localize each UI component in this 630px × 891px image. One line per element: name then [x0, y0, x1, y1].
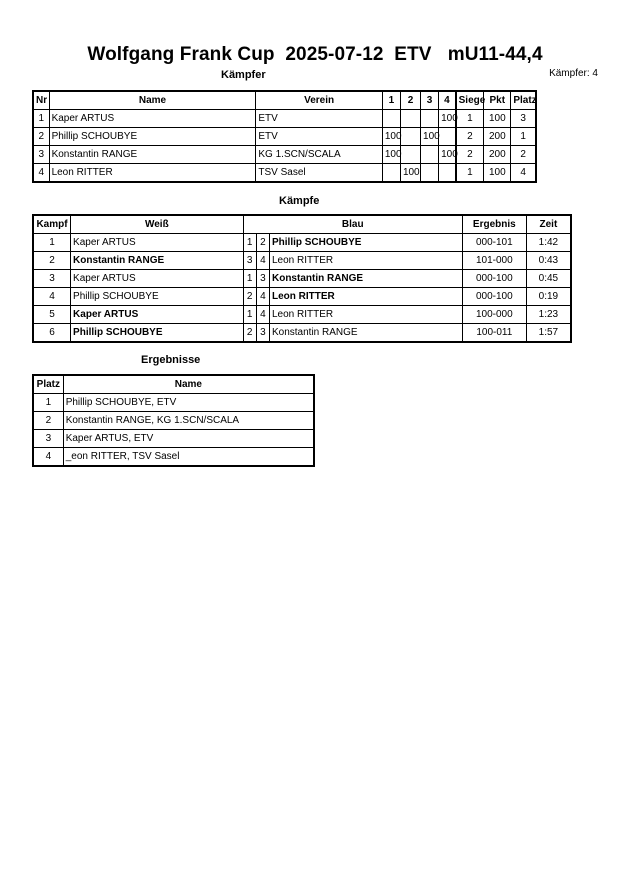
- col-result: Ergebnis: [462, 215, 526, 234]
- blue-nr: 4: [256, 288, 269, 306]
- col-fight: Kampf: [33, 215, 71, 234]
- col-place: Platz: [33, 375, 63, 394]
- col-club: Verein: [256, 91, 383, 110]
- result-name: Phillip SCHOUBYE, ETV: [63, 394, 314, 412]
- blue-fighter: Phillip SCHOUBYE: [269, 234, 462, 252]
- blue-nr: 2: [256, 234, 269, 252]
- col-round-3: 3: [421, 91, 439, 110]
- blue-fighter: Konstantin RANGE: [269, 324, 462, 343]
- table-row: [33, 448, 314, 467]
- col-place: Platz: [511, 91, 536, 110]
- col-round-4: 4: [439, 91, 456, 110]
- fight-result: 000-100: [462, 270, 526, 288]
- results-heading: Ergebnisse: [141, 354, 201, 366]
- white-nr: 1: [243, 306, 256, 324]
- table-row: [33, 128, 536, 146]
- white-fighter: Phillip SCHOUBYE: [71, 288, 244, 306]
- score-4: 100: [439, 146, 456, 164]
- fighter-nr: 1: [33, 110, 49, 128]
- fighter-name: Leon RITTER: [49, 164, 256, 183]
- score-3: [421, 110, 439, 128]
- fight-number: 1: [33, 234, 71, 252]
- points: 200: [484, 146, 511, 164]
- fighter-name: Konstantin RANGE: [49, 146, 256, 164]
- wins: 2: [456, 128, 484, 146]
- white-nr: 2: [243, 324, 256, 343]
- score-4: [439, 128, 456, 146]
- score-2: [400, 128, 420, 146]
- place: 4: [511, 164, 536, 183]
- score-2: 100: [400, 164, 420, 183]
- white-nr: 1: [243, 234, 256, 252]
- score-4: 100: [439, 110, 456, 128]
- fights-table: [32, 214, 572, 343]
- result-place: 1: [33, 394, 63, 412]
- table-row: [33, 324, 571, 343]
- fight-time: 1:42: [526, 234, 571, 252]
- white-nr: 3: [243, 252, 256, 270]
- score-1: 100: [382, 146, 400, 164]
- score-1: [382, 164, 400, 183]
- blue-nr: 4: [256, 252, 269, 270]
- col-name: Name: [63, 375, 314, 394]
- fight-number: 4: [33, 288, 71, 306]
- score-2: [400, 110, 420, 128]
- fighter-count: Kämpfer: 4: [549, 68, 598, 79]
- place: 3: [511, 110, 536, 128]
- result-place: 2: [33, 412, 63, 430]
- col-white: Weiß: [71, 215, 244, 234]
- fighters-table: [32, 90, 537, 183]
- fighter-name: Kaper ARTUS: [49, 110, 256, 128]
- fight-result: 101-000: [462, 252, 526, 270]
- fight-result: 100-000: [462, 306, 526, 324]
- fight-time: 0:19: [526, 288, 571, 306]
- wins: 2: [456, 146, 484, 164]
- wins: 1: [456, 164, 484, 183]
- fighters-heading: Kämpfer: [221, 69, 266, 81]
- table-row: [33, 306, 571, 324]
- white-fighter: Phillip SCHOUBYE: [71, 324, 244, 343]
- fights-header-row: [33, 215, 571, 234]
- white-nr: 1: [243, 270, 256, 288]
- blue-fighter: Leon RITTER: [269, 288, 462, 306]
- col-round-2: 2: [400, 91, 420, 110]
- fight-time: 0:43: [526, 252, 571, 270]
- fighter-nr: 3: [33, 146, 49, 164]
- white-fighter: Konstantin RANGE: [71, 252, 244, 270]
- result-name: Konstantin RANGE, KG 1.SCN/SCALA: [63, 412, 314, 430]
- white-nr: 2: [243, 288, 256, 306]
- page-title: Wolfgang Frank Cup 2025-07-12 ETV mU11-44,4: [87, 44, 543, 65]
- place: 1: [511, 128, 536, 146]
- result-place: 3: [33, 430, 63, 448]
- col-nr: Nr: [33, 91, 49, 110]
- fight-result: 000-101: [462, 234, 526, 252]
- fighter-nr: 2: [33, 128, 49, 146]
- result-name: Kaper ARTUS, ETV: [63, 430, 314, 448]
- fight-time: 1:57: [526, 324, 571, 343]
- fight-time: 0:45: [526, 270, 571, 288]
- fighter-name: Phillip SCHOUBYE: [49, 128, 256, 146]
- fighters-header-row: [33, 91, 536, 110]
- col-blue: Blau: [243, 215, 462, 234]
- table-row: [33, 394, 314, 412]
- blue-fighter: Leon RITTER: [269, 306, 462, 324]
- fight-number: 6: [33, 324, 71, 343]
- fight-number: 5: [33, 306, 71, 324]
- table-row: [33, 146, 536, 164]
- score-1: [382, 110, 400, 128]
- white-fighter: Kaper ARTUS: [71, 234, 244, 252]
- fight-time: 1:23: [526, 306, 571, 324]
- col-round-1: 1: [382, 91, 400, 110]
- table-row: [33, 110, 536, 128]
- points: 100: [484, 164, 511, 183]
- fights-heading: Kämpfe: [279, 195, 320, 207]
- white-fighter: Kaper ARTUS: [71, 306, 244, 324]
- results-table: [32, 374, 315, 467]
- score-3: 100: [421, 128, 439, 146]
- table-row: [33, 412, 314, 430]
- table-row: [33, 430, 314, 448]
- blue-fighter: Konstantin RANGE: [269, 270, 462, 288]
- table-row: [33, 288, 571, 306]
- fight-number: 3: [33, 270, 71, 288]
- score-1: 100: [382, 128, 400, 146]
- blue-nr: 4: [256, 306, 269, 324]
- result-place: 4: [33, 448, 63, 467]
- points: 200: [484, 128, 511, 146]
- result-name: _eon RITTER, TSV Sasel: [63, 448, 314, 467]
- blue-nr: 3: [256, 270, 269, 288]
- col-name: Name: [49, 91, 256, 110]
- results-header-row: [33, 375, 314, 394]
- col-points: Pkt: [484, 91, 511, 110]
- table-row: [33, 164, 536, 183]
- score-4: [439, 164, 456, 183]
- fighter-nr: 4: [33, 164, 49, 183]
- score-2: [400, 146, 420, 164]
- fight-result: 000-100: [462, 288, 526, 306]
- table-row: [33, 252, 571, 270]
- score-3: [421, 164, 439, 183]
- fighter-club: KG 1.SCN/SCALA: [256, 146, 383, 164]
- points: 100: [484, 110, 511, 128]
- place: 2: [511, 146, 536, 164]
- fight-result: 100-011: [462, 324, 526, 343]
- wins: 1: [456, 110, 484, 128]
- col-wins: Siege: [456, 91, 484, 110]
- fight-number: 2: [33, 252, 71, 270]
- fighter-club: ETV: [256, 110, 383, 128]
- col-time: Zeit: [526, 215, 571, 234]
- white-fighter: Kaper ARTUS: [71, 270, 244, 288]
- score-3: [421, 146, 439, 164]
- table-row: [33, 234, 571, 252]
- fighter-club: TSV Sasel: [256, 164, 383, 183]
- table-row: [33, 270, 571, 288]
- blue-fighter: Leon RITTER: [269, 252, 462, 270]
- fighter-club: ETV: [256, 128, 383, 146]
- blue-nr: 3: [256, 324, 269, 343]
